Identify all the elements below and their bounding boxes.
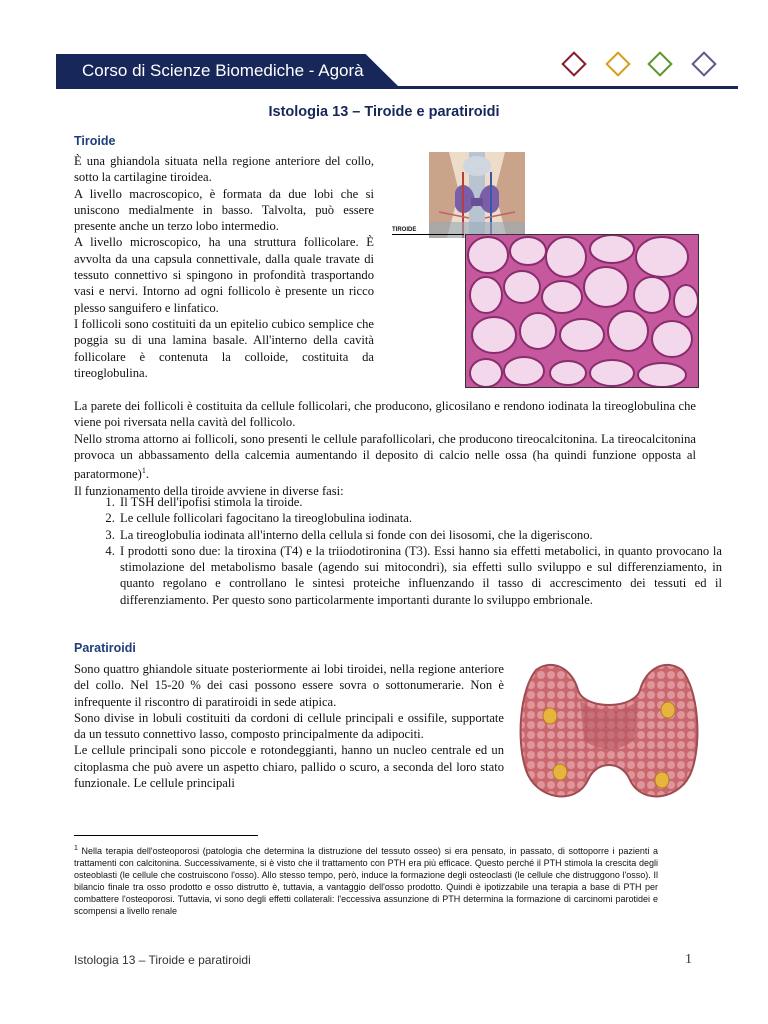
paragraph-end: . [145,467,149,482]
header-diamonds [561,51,721,77]
list-item: 1. Il TSH dell'ipofisi stimola la tiroide. [118,494,722,510]
paragraph: I follicoli sono costituiti da un epitelio cubico semplice che poggia su di una lamina basale. All'interno della cavità follicolare è contenuta la colloide, costituita da tireoglobulina. [74,316,374,380]
paragraph [74,431,696,483]
section-heading-tiroide: Tiroide [74,134,116,148]
footnote-rule [74,835,258,836]
paragraph: Sono quattro ghiandole situate posteriormente ai lobi tiroidei, nella regione anteriore del collo. Nel 15-20 % dei casi possono essere sovra o sottonumerarie. Non è infrequente il riscontro di paratiroidi in sede atipica. [74,662,504,709]
diamond-icon [605,51,630,76]
diamond-icon [561,51,586,76]
paragraph: A livello macroscopico, è formata da due lobi che si uniscono medialmente in basso. Talvolta, può essere presente anche un terzo lobo intermedio. [74,186,374,234]
parathyroid-gland-image [516,660,702,806]
page-number: 1 [685,952,692,967]
thyroid-histology-image [465,234,699,388]
paragraph: A livello microscopico, ha una struttura follicolare. È avvolta da una capsula connettivale, dalla quale travate di tessuto connettivo si spingono in profondità trasportando vasi e nervi. Intorno ad ogni follicolo è presente un ricco plesso sanguifero e linfatico. [74,235,374,315]
header-rule [56,86,738,89]
diamond-icon [691,51,716,76]
paragraph: È una ghiandola situata nella regione anteriore del collo, sotto la cartilagine tiroidea. [74,154,374,185]
section-heading-paratiroidi: Paratiroidi [74,641,136,655]
course-title: Corso di Scienze Biomediche - Agorà [82,61,364,80]
tiroide-body [74,398,696,499]
figure-label: TIROIDE [392,227,417,233]
thyroid-anatomy-image [429,152,525,238]
footer-title: Istologia 13 – Tiroide e paratiroidi [74,953,251,967]
document-title: Istologia 13 – Tiroide e paratiroidi [268,104,500,120]
list-item: 2. Le cellule follicolari fagocitano la tireoglobulina iodinata. [118,510,722,526]
diamond-icon [647,51,672,76]
footnote [74,843,658,918]
footnote-number: 1 [74,845,78,852]
paragraph: Le cellule principali sono piccole e rotondeggianti, hanno un nucleo centrale ed un citoplasma che può avere un aspetto chiaro, pallido o scuro, a seconda del loro stato funzionale. Le cellule principali [74,743,504,791]
footnote-text: Nella terapia dell'osteoporosi (patologia che determina la distruzione del tessuto osseo) si era pensato, in passato, di sottoporre i pazienti a trattamenti con calcitonina. Successivamente, si è visto che il trattamento con PTH era più efficace. Questo perché il PTH stimola la crescita degli osteoblasti (le cellule che costruiscono l'osso). Allo stesso tempo, però, induce la formazione degli osteoclasti (le cellule che distruggono l'osso). Il bilancio finale tra osso prodotto e osso distrutto è, tuttavia, a vantaggio dell'osso prodotto. Quindi è ipotizzabile una terapia a base di PTH per combattere l'osteoporosi. Tuttavia, vi sono degli effetti collaterali: l'eccessiva assunzione di PTH determina la formazione di carcinomi parotidei e scompensi a livello renale [74,846,658,917]
paratiroidi-body [74,661,504,791]
phases-list [92,494,722,608]
paragraph-text: Nello stroma attorno ai follicoli, sono presenti le cellule parafollicolari, che producono tireocalcitonina. La tireocalcitonina provoca un abbassamento della calcemia aumentando il deposito di calcio nelle ossa (ha quindi funzione opposta al paratormone) [74,431,696,482]
list-item: 3. La tireoglobulia iodinata all'interno della cellula si fonde con dei lisosomi, che la digeriscono. [118,527,722,543]
tiroide-intro-column [74,153,374,381]
list-item: 4. I prodotti sono due: la tiroxina (T4) e la triiodotironina (T3). Essi hanno sia effetti metabolici, in quanto provocano la stimolazione del metabolismo basale (agendo sui mitocondri), sia effetti sullo sviluppo e sul differenziamento, in quanto regolano e controllano le sintesi proteiche influenzando il tasso di accrescimento dei tessuti ed il differenziamento. Per questo sono particolarmente importanti durante lo sviluppo embrionale. [118,543,722,608]
label-leader-line [392,234,464,235]
paragraph: Sono divise in lobuli costituiti da cordoni di cellule principali e ossifile, supportate da un tessuto connettivo lasso, composto principalmente da adipociti. [74,710,504,742]
footnote-ref: 1 [141,466,146,476]
paragraph: La parete dei follicoli è costituita da cellule follicolari, che producono, glicosilano e rendono iodinata la tireoglobulina che viene poi riversata nella cavità del follicolo. [74,399,696,430]
paragraph: Il funzionamento della tiroide avviene in diverse fasi: [74,483,344,498]
